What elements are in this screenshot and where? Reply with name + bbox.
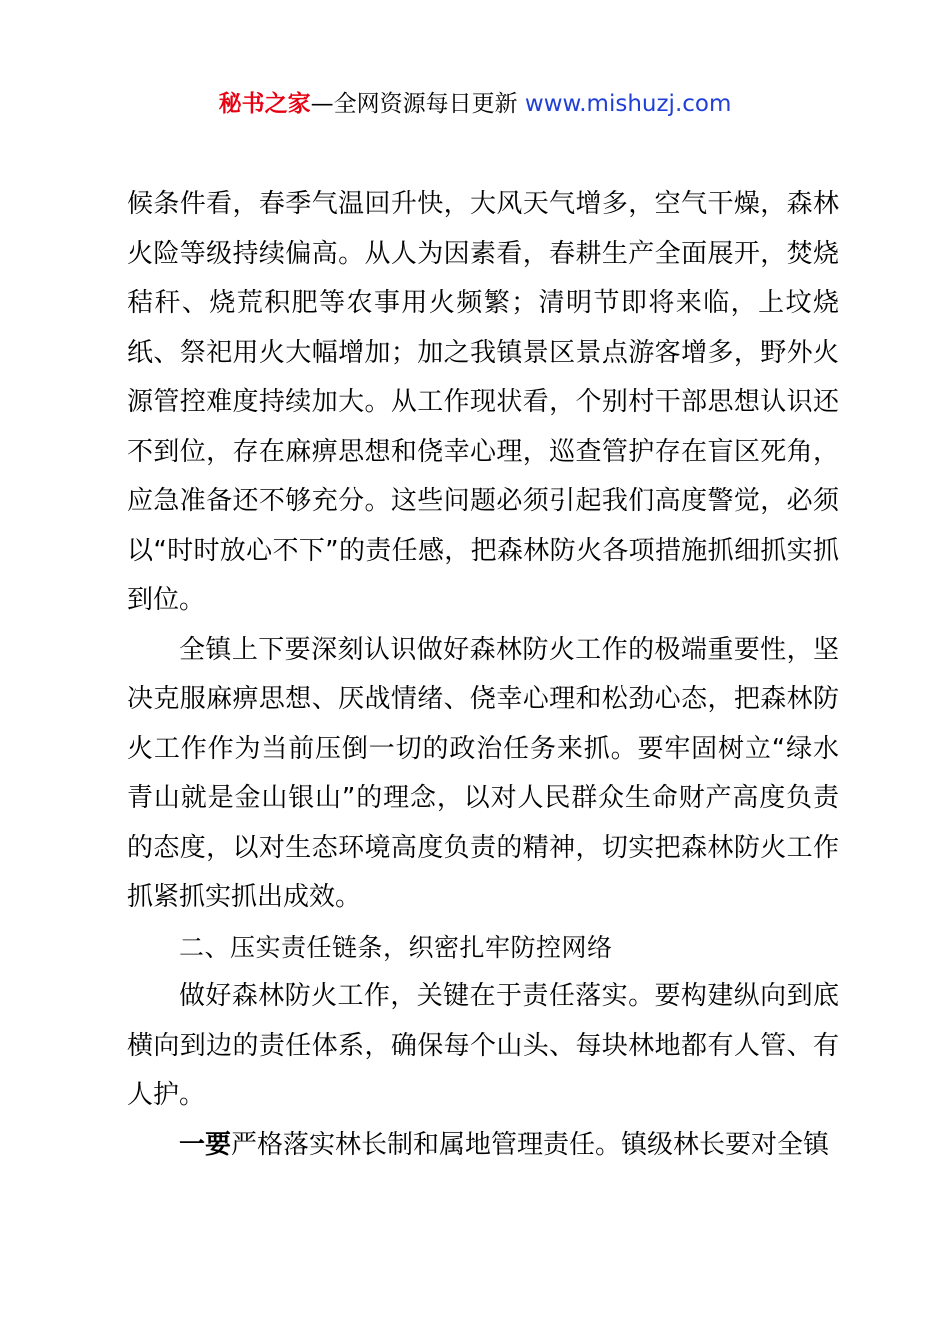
section-heading-2: 二、压实责任链条，织密扎牢防控网络	[179, 932, 613, 962]
document-body	[127, 180, 839, 1170]
paragraph-responsibility: 做好森林防火工作，关键在于责任落实。要构建纵向到底横向到边的责任体系，确保每个山头、每块林地都有人管、有人护。	[127, 981, 839, 1110]
site-brand: 秘书之家	[218, 91, 311, 117]
paragraph-lead-bold: 一要	[179, 1129, 232, 1160]
paragraph-fire-risk-analysis: 候条件看，春季气温回升快，大风天气增多，空气干燥，森林火险等级持续偏高。从人为因素看，春耕生产全面展开，焚烧秸秆、烧荒积肥等农事用火频繁；清明节即将来临，上坟烧纸、祭祀用火大幅增加；加之我镇景区景点游客增多，野外火源管控难度持续加大。从工作现状看，个别村干部思想认识还不到位，存在麻痹思想和侥幸心理，巡查管护存在盲区死角，应急准备还不够充分。这些问题必须引起我们高度警觉，必须以“时时放心不下”的责任感，把森林防火各项措施抓细抓实抓到位。	[127, 189, 839, 615]
site-header	[0, 88, 950, 120]
site-url-link[interactable]: www.mishuzj.com	[524, 91, 732, 117]
paragraph-forest-chief	[127, 1121, 839, 1171]
paragraph-importance: 全镇上下要深刻认识做好森林防火工作的极端重要性，坚决克服麻痹思想、厌战情绪、侥幸心理和松劲心态，把森林防火工作作为当前压倒一切的政治任务来抓。要牢固树立“绿水青山就是金山银山”的理念，以对人民群众生命财产高度负责的态度，以对生态环境高度负责的精神，切实把森林防火工作抓紧抓实抓出成效。	[127, 634, 839, 912]
paragraph-forest-chief-text: 严格落实林长制和属地管理责任。镇级林长要对全镇	[231, 1129, 830, 1160]
site-tagline: —全网资源每日更新	[310, 91, 525, 117]
